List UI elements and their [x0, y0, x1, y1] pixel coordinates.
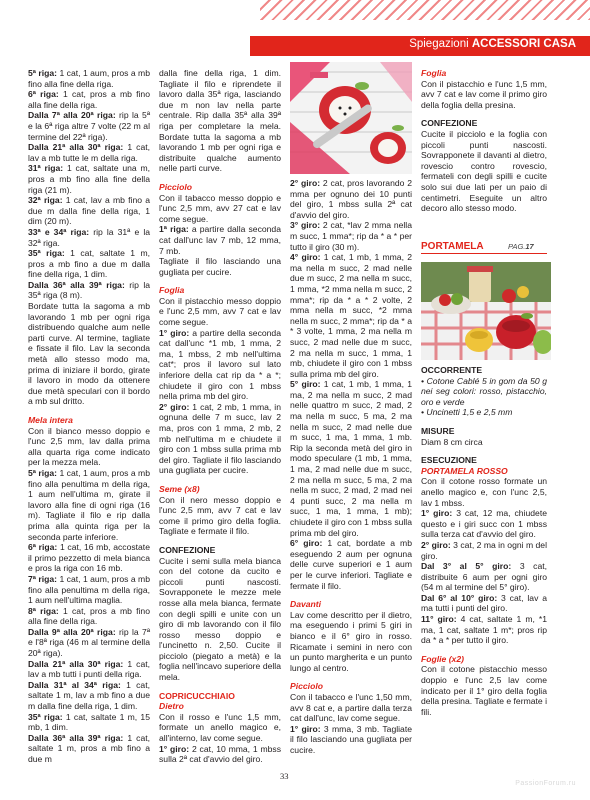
row-text: 2 cat, 10 mma, 1 mbss sulla 2ª cat d'avvio del giro.: [159, 743, 281, 765]
row-key: 6° giro:: [290, 538, 323, 549]
col3-row: [290, 379, 412, 538]
row-key: 5ª riga:: [28, 467, 58, 478]
foglia-rows: [159, 296, 281, 476]
row-text: 1 cat, 2 mb, 1 mma, in ognuna delle 7 m succ, lav 2 ma, pros con 1 mma, 2 mb, 2 mb nell'ultima m e chiudete il giro con 1 mbss sulla prima mb del giro. Tagliate il filo lasciando una gugliata per cucire.: [159, 401, 281, 476]
row-key: 1° giro:: [159, 327, 190, 338]
section-title-confezione-2: CONFEZIONE: [421, 118, 478, 129]
col1-row: [28, 142, 150, 163]
row-text: rip la 35ª riga (8 m).: [28, 279, 151, 301]
row-text: rip la 5ª e la 6ª riga altre 7 volte (22 m al termine del 22ª riga).: [28, 110, 150, 142]
esecuzione-row: [421, 561, 547, 593]
row-key: Dalla 9ª alla 20ª riga:: [28, 626, 116, 637]
portamela-title: PORTAMELA: [421, 240, 484, 252]
row-text: Bordate tutta la sagoma a mb lavorando 1 mb per ogni riga distribuendo qualche aum nelle parti curve. Al termine, tagliate e fissate il filo. Lav la seconda metà allo stesso modo ma, prima di iniziare il bordo, girate il lavoro in modo da ottenere due metà speculari con il bordo a mb sul dritto.: [28, 301, 150, 407]
row-text: Con il tabacco messo doppio e l'unc 2,5 mm, avv 27 cat e lav come segue.: [159, 192, 281, 224]
foglia-row: [159, 328, 281, 402]
foglie-text: Con il cotone pistacchio messo doppio e l'unc 2,5 lav come indicato per il 1° giro della foglia della presina. Tagliate e fermate i fili.: [421, 664, 547, 717]
row-key: 5ª riga:: [28, 68, 58, 78]
section-title-seme: Seme (x8): [159, 483, 200, 494]
row-text: 1 cat, 16 mb, accostate il primo pezzetto di mela bianca e pros la riga con 16 mb.: [28, 542, 150, 574]
row-key: 11° giro:: [421, 614, 457, 625]
row-key: 3° giro:: [290, 220, 321, 231]
foglia-row: [159, 402, 281, 476]
row-key: 5° giro:: [290, 379, 321, 390]
row-text: 4 cat, saltate 1 m, *1 ma, 1 cat, saltate 1 m*; pros rip da * a * per tutto il giro.: [421, 614, 547, 646]
row-key: Dalla 36ª alla 39ª riga:: [28, 732, 124, 743]
row-text: 3 cat, 2 ma in ogni m del giro.: [421, 539, 547, 561]
row-text: 1 cat, pros a mb fino alla fine della riga.: [28, 605, 150, 627]
section-title-foglia-2: Foglia: [421, 68, 447, 78]
esecuzione-title: ESECUZIONE: [421, 455, 477, 466]
row-key: 1° giro:: [290, 723, 321, 734]
col1-row: [28, 195, 150, 227]
row-key: 1ª riga:: [159, 224, 189, 235]
row-key: 1° giro:: [159, 743, 190, 754]
picciolo2-row: [290, 692, 412, 724]
esecuzione-row: [421, 508, 547, 540]
section-title-copricucchiaio: COPRICUCCHIAIO: [159, 690, 235, 701]
col1-row: [28, 248, 150, 280]
row-text: 1 cat, saltate 1 m, pros a mb fino a due m dalla fine della riga, 1 dim.: [28, 248, 151, 280]
row-text: Con il bianco messo doppio e l'unc 2,5 mm, lav dalla prima alla quarta riga come indicato per la mezza mela.: [28, 425, 150, 468]
row-text: rip la 31ª e la 32ª riga.: [28, 226, 151, 248]
confezione2-text: Cucite il picciolo e la foglia con piccoli punti nascosti. Sovrapponete il davanti al dietro, rovescio contro rovescio, fermateli con degli spilli e cucite solo sui due lati per un paio di centimetri. Eseguite un altro decoro allo stesso modo.: [421, 128, 547, 214]
col1-row: [28, 89, 150, 110]
page-ref-label: PAG.: [508, 242, 526, 251]
row-text: 3 cat, distribuite 6 aum per ogni giro (54 m al termine del 5° giro).: [421, 561, 547, 593]
section-title-foglia: Foglia: [159, 285, 185, 296]
row-text: a partire dalla seconda cat dall'unc lav 7 mb, 12 mma, 7 mb.: [159, 224, 281, 256]
mela-intera-row: [28, 468, 150, 542]
column-3: [290, 178, 412, 755]
section-title-picciolo: Picciolo: [159, 181, 192, 192]
row-text: rip la 7ª e l'8ª riga (46 m al termine della 20ª riga).: [28, 626, 150, 659]
occorrente-item-2: • Uncinetti 1,5 e 2,5 mm: [421, 407, 513, 418]
occorrente-item-1: • Cotone Cablé 5 in gom da 50 g nei seg colori: rosso, pistacchio, oro e verde: [421, 375, 547, 407]
esecuzione-rows: [421, 476, 547, 646]
picciolo-row: [159, 256, 281, 277]
mela-intera-row: [28, 733, 150, 765]
spoon-cover-illustration: [290, 62, 412, 174]
davanti-text: Lav come descritto per il dietro, ma eseguendo i primi 5 giri in bianco e il 6° giro in rosso. Ricamate i semini in nero con un punto margherita e un punto lungo al centro.: [290, 609, 412, 673]
misure-title: MISURE: [421, 425, 455, 436]
header-section: ACCESSORI CASA: [471, 38, 576, 50]
row-key: 31ª riga:: [28, 163, 64, 174]
column-4-lower: [421, 365, 547, 717]
row-text: 1 cat, saltate 1 m, lav a mb fino a due m dalla fine della riga, 1 dim.: [28, 679, 150, 712]
row-key: 6ª riga:: [28, 542, 58, 553]
col1-row: [28, 110, 150, 142]
col1-row: [28, 301, 150, 407]
row-text: 2 cat, *lav 2 mma nella m succ, 1 mma*; rip da * a * per tutto il giro (30 m).: [290, 220, 412, 252]
section-title-davanti: Davanti: [290, 599, 322, 610]
mela-intera-row: [28, 426, 150, 468]
col1-row: [28, 280, 150, 301]
row-text: Con il cotone rosso formate un anello magico e, con l'unc 2,5, lav 1 mbss.: [421, 476, 547, 508]
row-text: 1 cat, bordate a mb eseguendo 2 aum per ognuna delle curve superiori e 1 aum per le curve inferiori. Tagliate e fermate il filo.: [290, 538, 412, 591]
row-text: 1 cat, lav a mb fino a due m dalla fine della riga, 1 dim (20 m).: [28, 195, 151, 227]
row-text: 1 cat, 1 aum, pros a mb fino alla penultima m della riga, 1 aum nell'ultima maglia.: [28, 573, 150, 606]
picciolo-rows: [159, 193, 281, 278]
row-text: 1 cat, 1 mb, 1 mma, 2 ma nella m succ, 2 mad nelle due m succ, 2 ma nella m succ, 1 mma, *2 mma nella m succ, 2 mma*; rip da * a * 2 volte, 2 mma nella m succ, *2 mma nella m succ, 2 mma*; rip da * a * 3 volte, 1 mma, 2 ma nella m succ, 2 mad nelle due m succ, 2 ma nella m succ, 1 mma, 1 mb, chiudete il giro con 1 mbss sulla prima mb del giro.: [290, 252, 412, 379]
dietro-rows: [159, 712, 281, 765]
col1-row: [28, 163, 150, 195]
row-key: 35ª riga:: [28, 248, 65, 259]
section-title-picciolo-2: Picciolo: [290, 681, 323, 692]
mela-intera-row: [28, 680, 150, 712]
section-title-dietro: Dietro: [159, 701, 184, 712]
misure-text: Diam 8 cm circa: [421, 436, 483, 447]
row-key: 7ª riga:: [28, 573, 58, 584]
page-ref-number: 17: [525, 242, 534, 251]
esecuzione-row: [421, 476, 547, 508]
row-text: Con il pistacchio messo doppio e l'unc 2,5 mm, avv 7 cat e lav come segue.: [159, 295, 281, 328]
column-1: [28, 68, 150, 765]
row-text: 1 cat, lav a mb tutti i punti della riga.: [28, 658, 151, 680]
row-key: Dalla 21ª alla 30ª riga:: [28, 142, 124, 153]
portamela-rule: [421, 253, 547, 254]
portamela-illustration: [421, 262, 551, 360]
row-text: 1 cat, lav a mb tutte le m della riga.: [28, 142, 151, 163]
col3-row: [290, 252, 412, 379]
row-key: 2° giro:: [159, 401, 190, 412]
row-key: 1° giro:: [421, 508, 453, 519]
row-text: 1 cat, 1 aum, pros a mb fino alla penultima m della riga, 1 aum nell'ultima m, girate il lavoro alla fine di ogni riga (16 m). Tagliate il filo e rip dalla prima alla quinta riga per la seconda parte inferiore.: [28, 467, 150, 542]
row-text: 1 cat, saltate una m, pros a mb fino alla fine della riga (21 m).: [28, 163, 151, 195]
row-text: Con il rosso e l'unc 1,5 mm, formate un anello magico e, all'interno, lav come segue.: [159, 711, 281, 744]
row-key: 2° giro:: [290, 178, 321, 188]
col1-row: [28, 68, 150, 89]
page-number: 33: [280, 771, 289, 781]
row-key: 6ª riga:: [28, 89, 59, 100]
top-decor: [0, 0, 590, 20]
col3-row: [290, 178, 412, 220]
row-text: 1 cat, 1 aum, pros a mb fino alla fine della riga.: [28, 68, 150, 89]
esecuzione-row: [421, 540, 547, 561]
section-header: [250, 36, 590, 56]
row-key: 2° giro:: [421, 539, 451, 550]
mela-intera-row: [28, 542, 150, 574]
col3-row: [290, 220, 412, 252]
row-text: 3 mma, 3 mb. Tagliate il filo lasciando una gugliata per cucire.: [290, 723, 412, 755]
column-4: [421, 68, 547, 252]
row-text: a partire della seconda cat dall'unc *1 mb, 1 mma, 2 ma, 1 mbss, 2 mb nell'ultima cat*; pros il lavoro sul lato inferiore della cat rip da * a *; chiudete il giro con 1 mbss nella prima mb del giro.: [159, 327, 281, 402]
foglia2-text: Con il pistacchio e l'unc 1,5 mm, avv 7 cat e lav come il primo giro della foglia della presina.: [421, 78, 547, 110]
foglia-row: [159, 296, 281, 328]
row-text: 1 cat, 1 mb, 1 mma, 1 ma, 2 ma nella m succ, 2 mad nelle quattro m succ, 2 mad, 2 ma nella m succ, 5 ma, 2 ma nella m succ, 2 mad nelle due m succ, 1 ma, 1 mma, 1 mb. Rip la seconda metà del giro in modo speculare (1 mb, 1 mma, 1 ma, 2 mad nelle due m succ, 2 ma nella m succ, 5 ma, 2 ma nella m succ, 2 mad, 2 mad nei 4 punti succ, 2 ma nella m succ, 1 ma, 1 mma, 1 mb); chiudete il giro con 1 mbss sulla prima mb del giro.: [290, 379, 412, 538]
portamela-rosso-title: PORTAMELA ROSSO: [421, 465, 508, 476]
row-key: Dalla 7ª alla 20ª riga:: [28, 110, 116, 121]
section-title-mela-intera: Mela intera: [28, 415, 73, 425]
dietro-row: [159, 744, 281, 765]
esecuzione-row: [421, 614, 547, 646]
section-header-text: [409, 38, 576, 50]
col1b-rows: [28, 426, 150, 765]
row-key: 35ª riga:: [28, 711, 63, 722]
row-text: 1 cat, pros a mb fino alla fine della riga.: [28, 89, 150, 110]
picciolo-row: [159, 193, 281, 225]
row-text: 1 cat, saltate 1 m, 15 mb, 1 dim.: [28, 711, 150, 733]
row-key: 8ª riga:: [28, 605, 59, 616]
mela-intera-row: [28, 627, 150, 659]
row-key: Dalla 31ª al 34ª riga:: [28, 679, 121, 690]
col1-row: [28, 227, 150, 248]
row-key: 33ª e 34ª riga:: [28, 226, 90, 237]
row-text: 1 cat, saltate 1 m, pros a mb fino a due m: [28, 732, 151, 764]
mela-intera-row: [28, 574, 150, 606]
row-text: 3 cat, lav a ma tutti i punti del giro.: [421, 592, 547, 614]
header-prefix: Spiegazioni: [409, 38, 472, 50]
seme-text: Con il nero messo doppio e l'unc 2,5 mm, avv 7 cat e lav come il primo giro della foglia. Tagliate e fermate il filo.: [159, 494, 281, 537]
section-title-confezione: CONFEZIONE: [159, 544, 216, 555]
row-key: Dal 6° al 10° giro:: [421, 592, 498, 603]
row-text: Tagliate il filo lasciando una gugliata per cucire.: [159, 256, 281, 277]
footer-watermark: PassionForum.ru: [515, 780, 576, 787]
row-key: 4° giro:: [290, 252, 321, 263]
row-text: Con il tabacco e l'unc 1,50 mm, avv 8 cat e, a partire dalla terza cat dall'unc, lav come segue.: [290, 691, 412, 724]
occorrente-title: OCCORRENTE: [421, 365, 483, 375]
section-title-foglie: Foglie (x2): [421, 653, 464, 664]
column-2: [159, 68, 281, 765]
row-key: Dalla 36ª alla 39ª riga:: [28, 279, 125, 290]
col3-rows: [290, 178, 412, 591]
page-ref: [508, 242, 534, 251]
top-pattern: [260, 0, 590, 20]
mela-intera-row: [28, 606, 150, 627]
row-key: Dalla 21ª alla 30ª riga:: [28, 658, 124, 669]
picciolo2-rows: [290, 692, 412, 756]
picciolo2-row: [290, 724, 412, 756]
portamela-photo: [421, 262, 551, 360]
esecuzione-row: [421, 593, 547, 614]
col3-row: [290, 538, 412, 591]
dietro-row: [159, 712, 281, 744]
mela-intera-row: [28, 712, 150, 733]
row-text: 2 cat, pros lavorando 2 mma per ognuno dei 10 punti del giro, 1 mbss sulla 2ª cat d'avvio del giro.: [290, 178, 413, 220]
row-text: 3 cat, 12 ma, chiudete questo e i giri succ con 1 mbss sulla terza cat d'avvio del giro.: [421, 508, 547, 540]
picciolo-row: [159, 224, 281, 256]
row-key: Dal 3° al 5° giro:: [421, 561, 512, 572]
mela-intera-row: [28, 659, 150, 680]
spoon-cover-photo: [290, 62, 412, 174]
confezione-text: Cucite i semi sulla mela bianca con del cotone da cucito e piccoli punti nascosti. Sovrapponete le mezze mele rosse alla mela bianca, fermate con degli spilli e unite con un giro di mb lavorando con il filo rosso messo doppio e l'uncinetto n. 2,50. Cucite il picciolo (piegato a metà) e la foglia nell'incavo superiore della mela.: [159, 555, 281, 683]
col1-rows: [28, 68, 150, 407]
row-key: 32ª riga:: [28, 195, 63, 206]
col2-intro: dalla fine della riga, 1 dim. Tagliate il filo e riprendete il lavoro dalla 35ª riga, lasciando due m non lav nella parte centrale. Rip dalla 35ª alla 39ª riga per completare la mela. Bordate tutta la sagoma a mb lavorando 1 mb per ogni riga e distribuite qualche aumento nelle parti curve.: [159, 68, 281, 174]
